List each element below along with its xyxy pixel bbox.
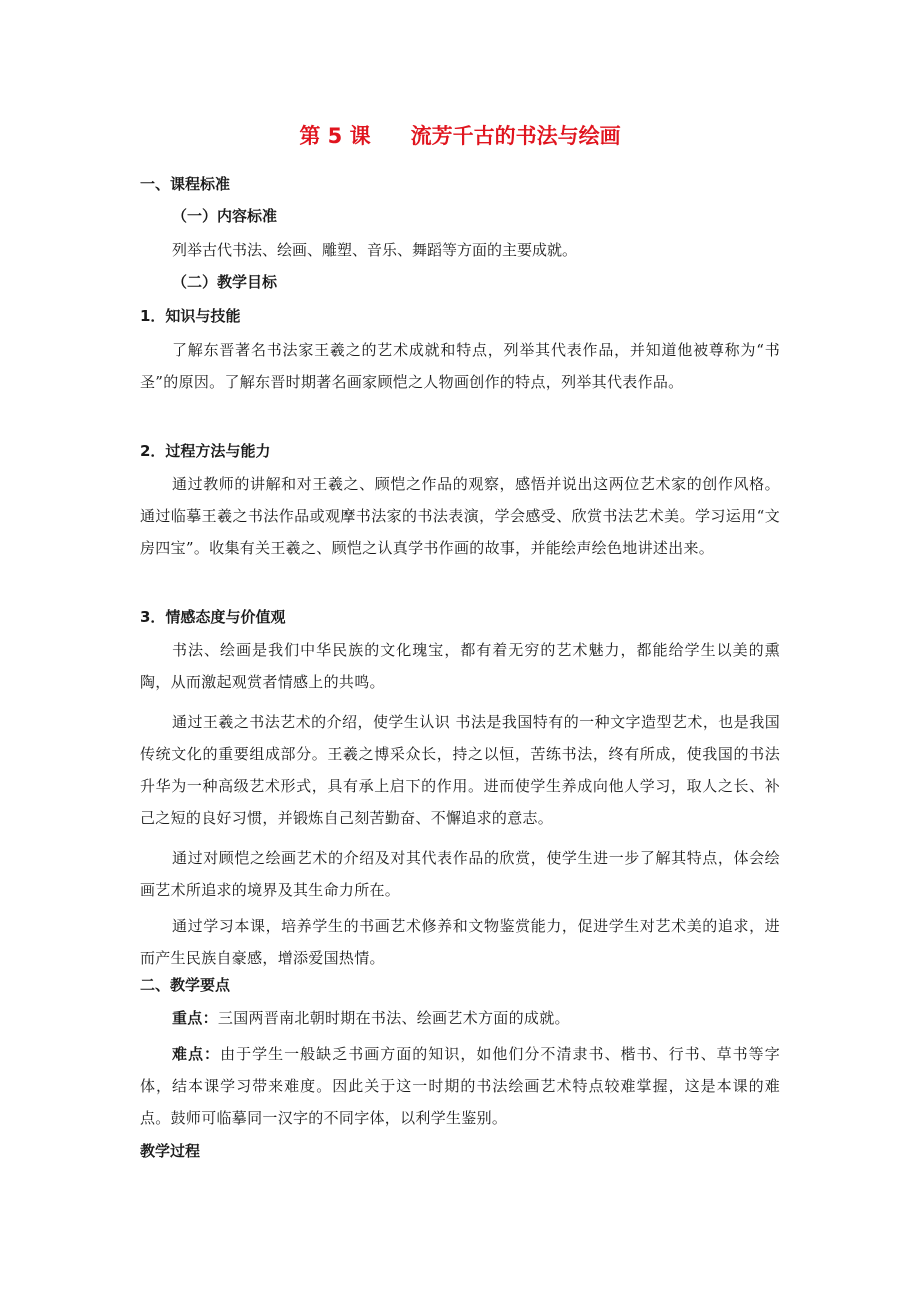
- key-point-text: 三国两晋南北朝时期在书法、绘画艺术方面的成就。: [217, 1009, 570, 1027]
- heading-knowledge-skills: 1．知识与技能: [140, 307, 241, 325]
- heading-emotion-values: 3．情感态度与价值观: [140, 608, 286, 626]
- section-heading-key-points: 二、教学要点: [140, 976, 231, 994]
- emotion-values-text-4: 通过学习本课，培养学生的书画艺术修养和文物鉴赏能力，促进学生对艺术美的追求，进而产生民族自豪感，增添爱国热情。: [140, 917, 780, 967]
- difficulty-text: 由于学生一般缺乏书画方面的知识，如他们分不清隶书、楷书、行书、草书等字体，结本课学习带来难度。因此关于这一时期的书法绘画艺术特点较难掌握，这是本课的难点。鼓师可临摹同一汉字的不同字体，以利学生鉴别。: [140, 1045, 780, 1127]
- key-point-label: 重点：: [172, 1009, 218, 1027]
- lesson-number: 第 5 课: [299, 124, 371, 148]
- difficulty-label: 难点：: [172, 1045, 221, 1063]
- emotion-values-text-2: 通过王羲之书法艺术的介绍，使学生认识 书法是我国特有的一种文字造型艺术，也是我国传统文化的重要组成部分。王羲之博采众长，持之以恒，苦练书法，终有所成，使我国的书法升华为一种高级艺术形式，具有承上启下的作用。进而使学生养成向他人学习，取人之长、补己之短的良好习惯，并锻炼自己刻苦勤奋、不懈追求的意志。: [140, 713, 780, 827]
- lesson-name: 流芳千古的书法与绘画: [410, 124, 621, 148]
- process-method-text: 通过教师的讲解和对王羲之、顾恺之作品的观察，感悟并说出这两位艺术家的创作风格。通过临摹王羲之书法作品或观摩书法家的书法表演，学会感受、欣赏书法艺术美。学习运用“文房四宝”。收集有关王羲之、顾恺之认真学书作画的故事，并能绘声绘色地讲述出来。: [140, 475, 780, 557]
- difficulty-paragraph: [140, 1038, 780, 1134]
- content-standard-text: 列举古代书法、绘画、雕塑、音乐、舞蹈等方面的主要成就。: [172, 241, 578, 259]
- heading-process-method: 2．过程方法与能力: [140, 442, 271, 460]
- subheading-teaching-goals: （二）教学目标: [172, 273, 278, 291]
- page-title: [0, 120, 920, 150]
- knowledge-skills-text: 了解东晋著名书法家王羲之的艺术成就和特点，列举其代表作品，并知道他被尊称为“书圣”的原因。了解东晋时期著名画家顾恺之人物画创作的特点，列举其代表作品。: [140, 341, 780, 391]
- emotion-values-text-1: 书法、绘画是我们中华民族的文化瑰宝，都有着无穷的艺术魅力，都能给学生以美的熏陶，从而激起观赏者情感上的共鸣。: [140, 641, 780, 691]
- section-heading-curriculum: 一、课程标准: [140, 175, 231, 193]
- subheading-content-standard: （一）内容标准: [172, 207, 278, 225]
- section-heading-teaching-process: 教学过程: [140, 1142, 201, 1160]
- emotion-values-text-3: 通过对顾恺之绘画艺术的介绍及对其代表作品的欣赏，使学生进一步了解其特点，体会绘画艺术所追求的境界及其生命力所在。: [140, 849, 780, 899]
- key-point-paragraph: [140, 1002, 780, 1034]
